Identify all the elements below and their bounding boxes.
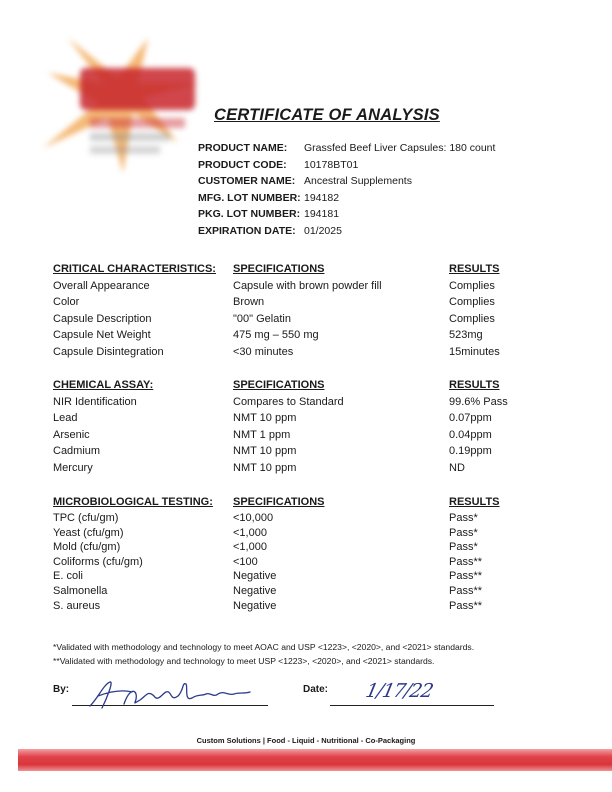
footer-bar bbox=[18, 749, 612, 771]
table-row: Color Brown Complies bbox=[53, 296, 495, 309]
mfg-lot-row: MFG. LOT NUMBER: 194182 bbox=[198, 191, 340, 204]
section-header: CHEMICAL ASSAY: SPECIFICATIONS RESULTS bbox=[53, 379, 500, 391]
footnote: **Validated with methodology and technology to meet USP <1223>, <2020>, and <2021> standards. bbox=[53, 656, 435, 666]
table-row: Yeast (cfu/gm) <1,000 Pass* bbox=[53, 526, 478, 539]
table-row: Mercury NMT 10 ppm ND bbox=[53, 461, 465, 474]
pkg-lot-row: PKG. LOT NUMBER: 194181 bbox=[198, 208, 340, 220]
table-row: Mold (cfu/gm) <1,000 Pass* bbox=[53, 541, 478, 554]
table-row: Arsenic NMT 1 ppm 0.04ppm bbox=[53, 428, 492, 441]
table-row: TPC (cfu/gm) <10,000 Pass* bbox=[53, 512, 478, 524]
customer-name-row: CUSTOMER NAME: Ancestral Supplements bbox=[198, 175, 412, 187]
table-row: Overall Appearance Capsule with brown powder fill Complies bbox=[53, 279, 495, 292]
footnotes bbox=[53, 640, 474, 668]
expiration-row: EXPIRATION DATE: 01/2025 bbox=[198, 224, 342, 237]
table-row: NIR Identification Compares to Standard 99.6% Pass bbox=[53, 395, 508, 408]
table-row: Salmonella Negative Pass** bbox=[53, 584, 483, 597]
handwritten-signature bbox=[84, 676, 254, 712]
product-info bbox=[198, 140, 495, 239]
document-title: CERTIFICATE OF ANALYSIS bbox=[214, 106, 440, 124]
footnote: *Validated with methodology and technology to meet AOAC and USP <1223>, <2020>, and <2021> standards. bbox=[53, 642, 475, 652]
date-label: Date: bbox=[303, 684, 329, 695]
by-label: By: bbox=[53, 684, 70, 695]
critical-section bbox=[53, 261, 573, 361]
table-row: E. coli Negative Pass** bbox=[53, 570, 483, 583]
micro-section bbox=[53, 494, 573, 613]
table-row: Cadmium NMT 10 ppm 0.19ppm bbox=[53, 445, 492, 458]
table-row: Capsule Net Weight 475 mg – 550 mg 523mg bbox=[53, 329, 483, 342]
table-row: Coliforms (cfu/gm) <100 Pass** bbox=[53, 555, 483, 568]
date-line bbox=[330, 705, 494, 706]
table-row: Capsule Description "00" Gelatin Complies bbox=[53, 312, 495, 325]
table-row: S. aureus Negative Pass** bbox=[53, 599, 483, 612]
company-logo bbox=[28, 28, 208, 178]
section-header: CRITICAL CHARACTERISTICS: SPECIFICATIONS RESULTS bbox=[53, 263, 500, 275]
chemical-section bbox=[53, 377, 573, 477]
table-row: Lead NMT 10 ppm 0.07ppm bbox=[53, 412, 492, 425]
handwritten-date: 1/17/22 bbox=[363, 680, 435, 702]
product-name-row: PRODUCT NAME: Grassfed Beef Liver Capsules: 180 count bbox=[198, 142, 496, 154]
section-header: MICROBIOLOGICAL TESTING: SPECIFICATIONS RESULTS bbox=[53, 496, 500, 508]
table-row: Capsule Disintegration <30 minutes 15minutes bbox=[53, 345, 500, 358]
product-code-row: PRODUCT CODE: 10178BT01 bbox=[198, 158, 359, 171]
footer-tagline: Custom Solutions | Food - Liquid - Nutritional - Co-Packaging bbox=[196, 736, 416, 745]
